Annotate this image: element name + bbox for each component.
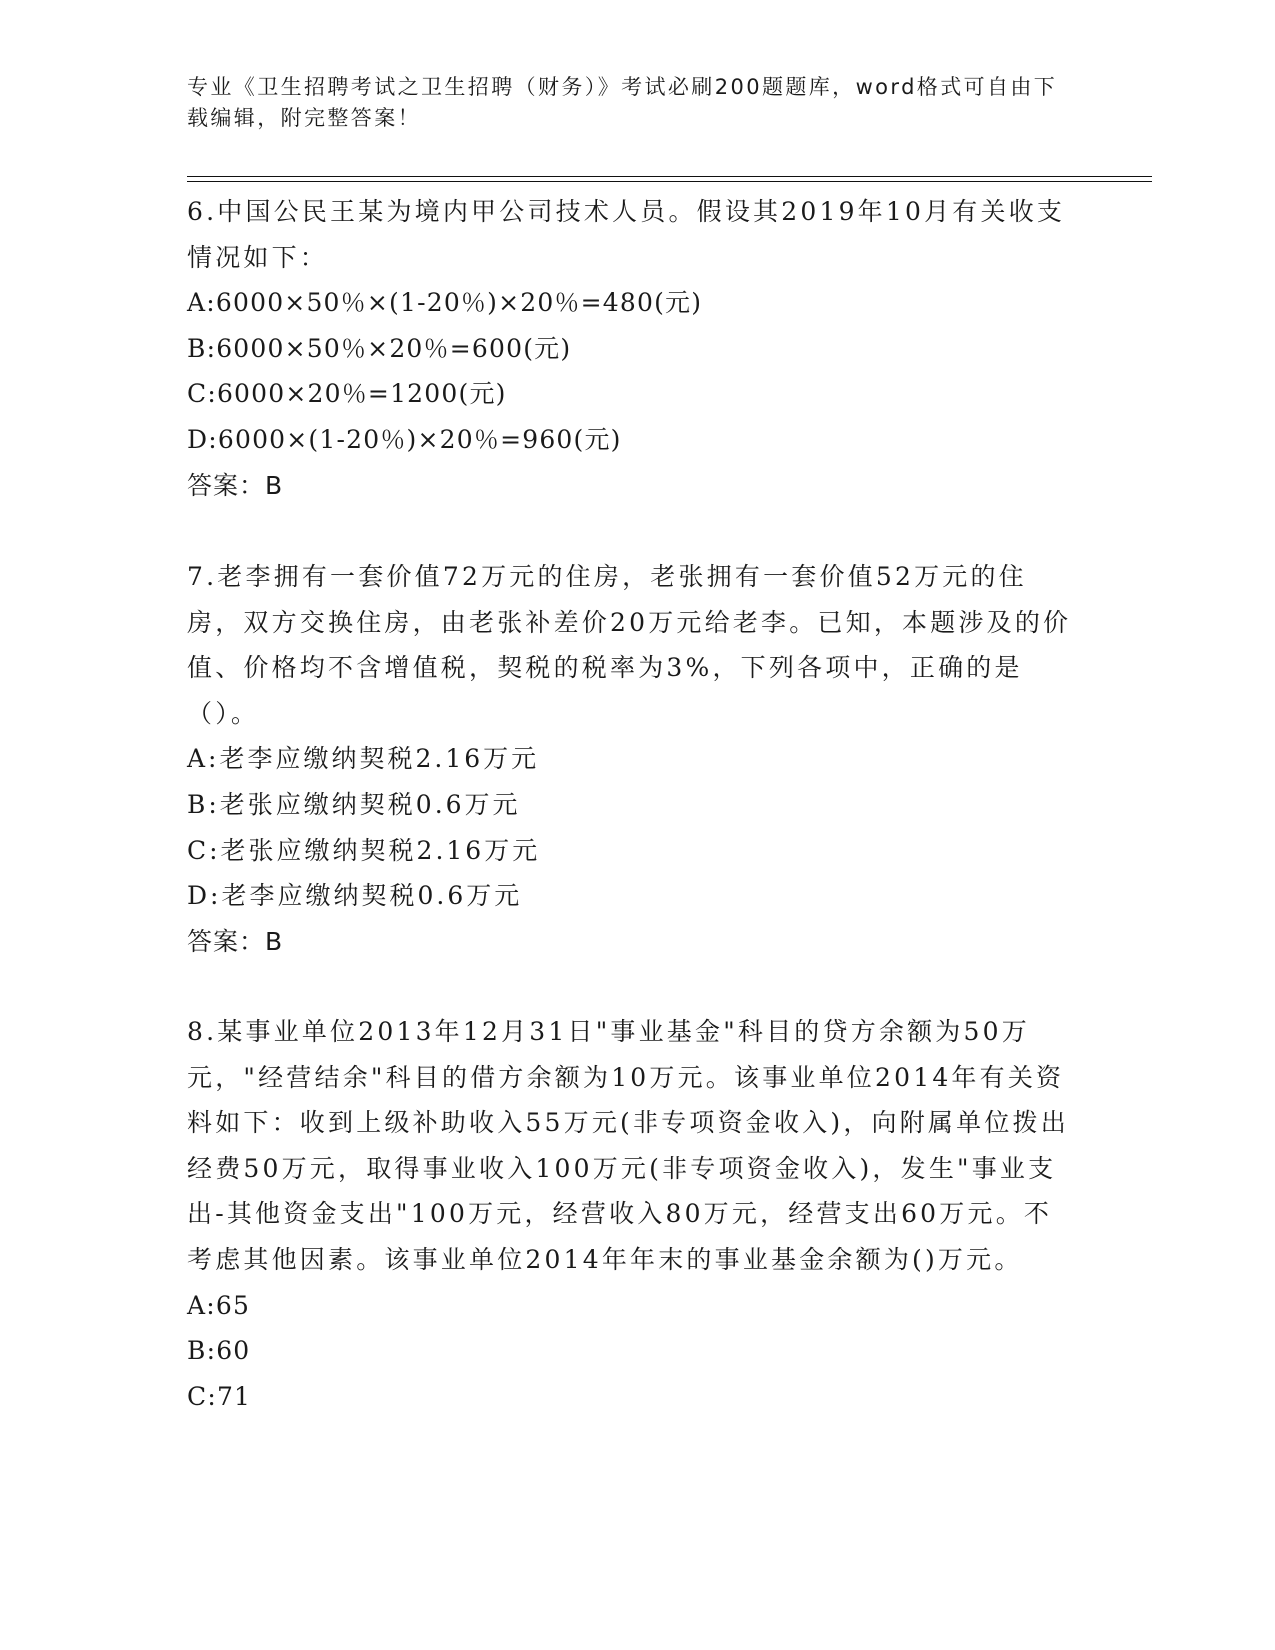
option-d: D:6000×(1-20％)×20％=960(元) [187, 424, 622, 454]
option-list [187, 1283, 1075, 1420]
option-list [187, 280, 1075, 462]
question-8 [187, 1009, 1075, 1419]
answer: 答案：B [187, 470, 284, 500]
question-6 [187, 189, 1075, 508]
header-divider-top [187, 176, 1152, 177]
option-list [187, 736, 1075, 918]
option-a: A:6000×50％×(1-20％)×20％=480(元) [187, 288, 703, 318]
option-b: B:老张应缴纳契税0.6万元 [187, 789, 521, 819]
option-c: C:6000×20％=1200(元) [187, 379, 507, 409]
option-c: C:71 [187, 1381, 252, 1411]
option-d: D:老李应缴纳契税0.6万元 [187, 881, 523, 911]
option-a: A:老李应缴纳契税2.16万元 [187, 744, 540, 774]
option-b: B:6000×50％×20％=600(元) [187, 333, 572, 363]
question-7 [187, 554, 1075, 964]
option-c: C:老张应缴纳契税2.16万元 [187, 835, 541, 865]
answer: 答案：B [187, 926, 284, 956]
question-stem: 8.某事业单位2013年12月31日"事业基金"科目的贷方余额为50万元，"经营结余"科目的借方余额为10万元。该事业单位2014年有关资料如下：收到上级补助收入55万元(非专项资金收入)，向附属单位拨出经费50万元，取得事业收入100万元(非专项资金收入)，发生"事业支出-其他资金支出"100万元，经营收入80万元，经营支出60万元。不考虑其他因素。该事业单位2014年年末的事业基金余额为()万元。 [187, 1017, 1069, 1274]
question-stem: 7.老李拥有一套价值72万元的住房，老张拥有一套价值52万元的住房，双方交换住房，由老张补差价20万元给老李。已知，本题涉及的价值、价格均不含增值税，契税的税率为3%，下列各项中，正确的是（）。 [187, 562, 1072, 728]
option-a: A:65 [187, 1290, 251, 1320]
option-b: B:60 [187, 1336, 251, 1366]
question-stem: 6.中国公民王某为境内甲公司技术人员。假设其2019年10月有关收支情况如下： [187, 197, 1066, 272]
document-header: 专业《卫生招聘考试之卫生招聘（财务）》考试必刷200题题库，word格式可自由下载编辑，附完整答案！ [187, 75, 1058, 130]
header-divider-bottom [187, 181, 1152, 182]
